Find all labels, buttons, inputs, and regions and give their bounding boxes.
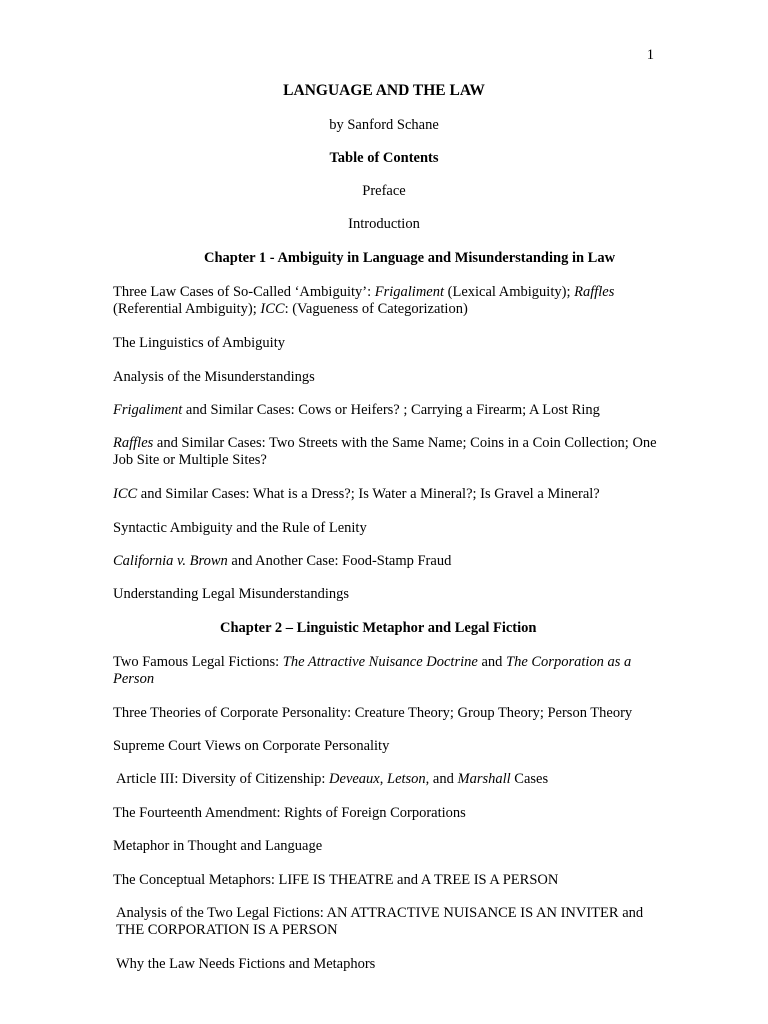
toc-entry: Metaphor in Thought and Language	[113, 838, 323, 854]
toc-entry: Analysis of the Misunderstandings	[113, 369, 315, 385]
toc-entry: The Linguistics of Ambiguity	[113, 335, 285, 351]
toc-entry: California v. Brown and Another Case: Food-Stamp Fraud	[113, 553, 452, 569]
chapter-1-heading: Chapter 1 - Ambiguity in Language and Misunderstanding in Law	[204, 250, 616, 266]
author-line: by Sanford Schane	[329, 117, 439, 133]
toc-entry: Analysis of the Two Legal Fictions: AN ATTRACTIVE NUISANCE IS AN INVITER and THE CORPORATION IS A PERSON	[116, 905, 644, 938]
toc-entry: ICC and Similar Cases: What is a Dress?; Is Water a Mineral?; Is Gravel a Mineral?	[113, 486, 600, 502]
toc-entry: Supreme Court Views on Corporate Personality	[113, 738, 390, 754]
toc-entry: Syntactic Ambiguity and the Rule of Lenity	[113, 520, 367, 536]
toc-entry: Why the Law Needs Fictions and Metaphors	[116, 956, 376, 972]
toc-entry-introduction: Introduction	[348, 216, 420, 232]
toc-entry: The Conceptual Metaphors: LIFE IS THEATRE and A TREE IS A PERSON	[113, 872, 559, 888]
page-number: 1	[646, 47, 654, 63]
toc-entry: Three Law Cases of So-Called ‘Ambiguity’: Frigaliment (Lexical Ambiguity); Raffles (Referential Ambiguity); ICC: (Vagueness of Categorization)	[113, 284, 615, 317]
toc-entry: The Fourteenth Amendment: Rights of Foreign Corporations	[113, 805, 466, 821]
toc-entry-preface: Preface	[362, 183, 406, 199]
toc-entry: Understanding Legal Misunderstandings	[113, 586, 349, 602]
toc-entry: Frigaliment and Similar Cases: Cows or Heifers? ; Carrying a Firearm; A Lost Ring	[113, 402, 600, 418]
toc-entry: Two Famous Legal Fictions: The Attractive Nuisance Doctrine and The Corporation as a Person	[113, 654, 632, 687]
toc-entry: Article III: Diversity of Citizenship: Deveaux, Letson, and Marshall Cases	[116, 771, 549, 787]
toc-entry: Three Theories of Corporate Personality: Creature Theory; Group Theory; Person Theory	[113, 705, 633, 721]
toc-heading: Table of Contents	[329, 150, 439, 166]
book-title: LANGUAGE AND THE LAW	[283, 82, 485, 99]
toc-entry: Raffles and Similar Cases: Two Streets with the Same Name; Coins in a Coin Collection; One Job Site or Multiple Sites?	[113, 435, 657, 468]
chapter-2-heading: Chapter 2 – Linguistic Metaphor and Legal Fiction	[220, 620, 537, 636]
